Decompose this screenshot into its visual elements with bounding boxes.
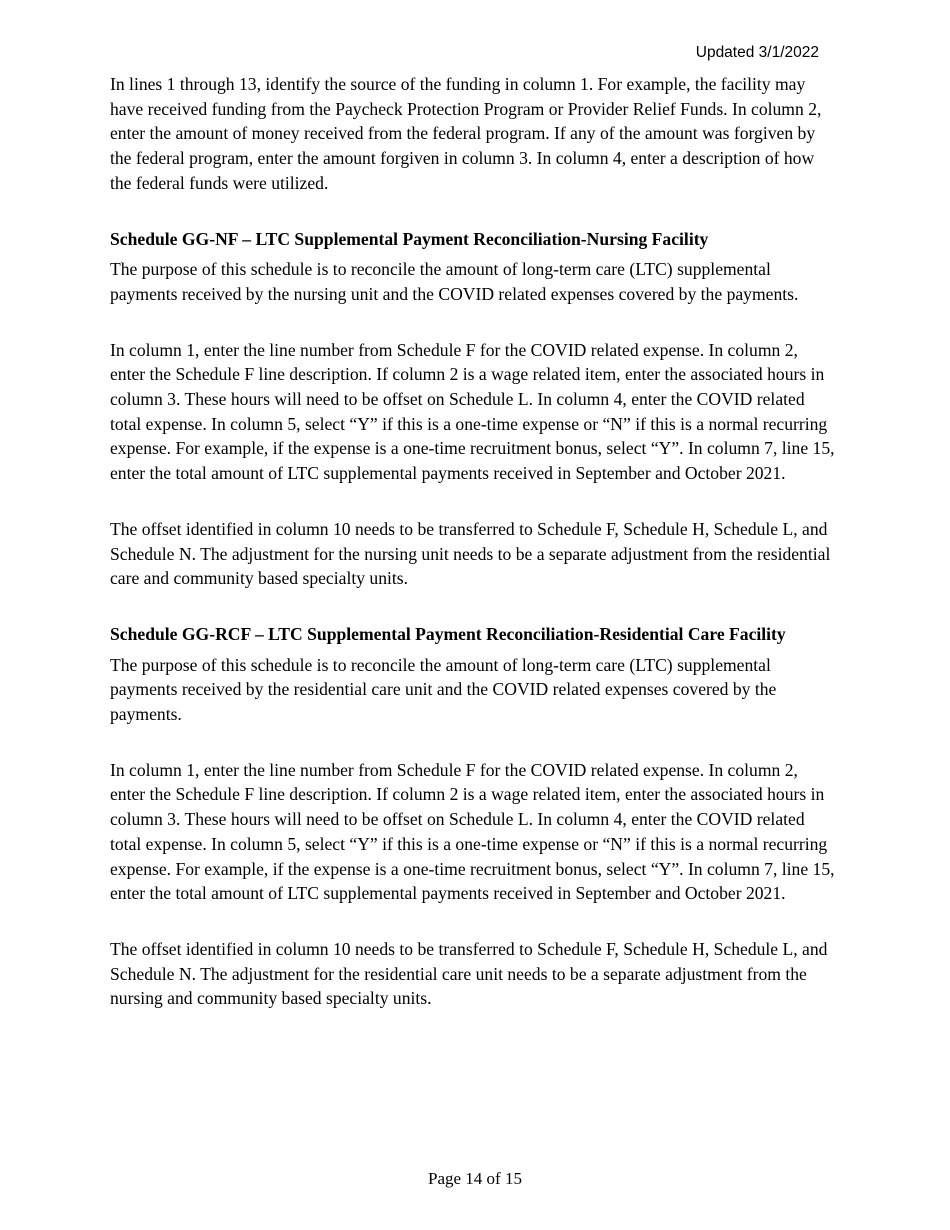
gg-rcf-purpose-paragraph: The purpose of this schedule is to reconcile the amount of long-term care (LTC) supplemental payments received by the residential care unit and the COVID related expenses covered by the payments.: [110, 654, 777, 725]
gg-rcf-instructions-paragraph: In column 1, enter the line number from Schedule F for the COVID related expense. In column 2, enter the Schedule F line description. If column 2 is a wage related item, enter the associated hours in column 3. These hours will need to be offset on Schedule L. In column 4, enter the COVID related total expense. In column 5, select “Y” if this is a one-time expense or “N” if this is a normal recurring expense. For example, if the expense is a one-time recruitment bonus, select “Y”. In column 7, line 15, enter the total amount of LTC supplemental payments received in September and October 2021.: [110, 759, 835, 904]
gg-nf-offset-paragraph: The offset identified in column 10 needs to be transferred to Schedule F, Schedule H, Schedule L, and Schedule N. The adjustment for the nursing unit needs to be a separate adjustment from the residential care and community based specialty units.: [110, 518, 831, 589]
intro-paragraph: In lines 1 through 13, identify the source of the funding in column 1. For example, the facility may have received funding from the Paycheck Protection Program or Provider Relief Funds. In column 2, enter the amount of money received from the federal program. If any of the amount was forgiven by the federal program, enter the amount forgiven in column 3. In column 4, enter a description of how the federal funds were utilized.: [110, 74, 822, 193]
gg-nf-instructions-paragraph: In column 1, enter the line number from Schedule F for the COVID related expense. In column 2, enter the Schedule F line description. If column 2 is a wage related item, enter the associated hours in column 3. These hours will need to be offset on Schedule L. In column 4, enter the COVID related total expense. In column 5, select “Y” if this is a one-time expense or “N” if this is a normal recurring expense. For example, if the expense is a one-time recruitment bonus, select “Y”. In column 7, line 15, enter the total amount of LTC supplemental payments received in September and October 2021.: [110, 339, 835, 484]
section-heading-gg-rcf: Schedule GG-RCF – LTC Supplemental Payment Reconciliation-Residential Care Facility: [110, 623, 786, 644]
page-content: [110, 72, 835, 1011]
gg-nf-purpose-paragraph: The purpose of this schedule is to reconcile the amount of long-term care (LTC) supplemental payments received by the nursing unit and the COVID related expenses covered by the payments.: [110, 259, 799, 304]
section-heading-gg-nf: Schedule GG-NF – LTC Supplemental Payment Reconciliation-Nursing Facility: [110, 228, 709, 249]
updated-date: Updated 3/1/2022: [695, 44, 819, 61]
page-number: Page 14 of 15: [428, 1169, 522, 1188]
gg-rcf-offset-paragraph: The offset identified in column 10 needs to be transferred to Schedule F, Schedule H, Schedule L, and Schedule N. The adjustment for the residential care unit needs to be a separate adjustment from the nursing and community based specialty units.: [110, 938, 828, 1009]
